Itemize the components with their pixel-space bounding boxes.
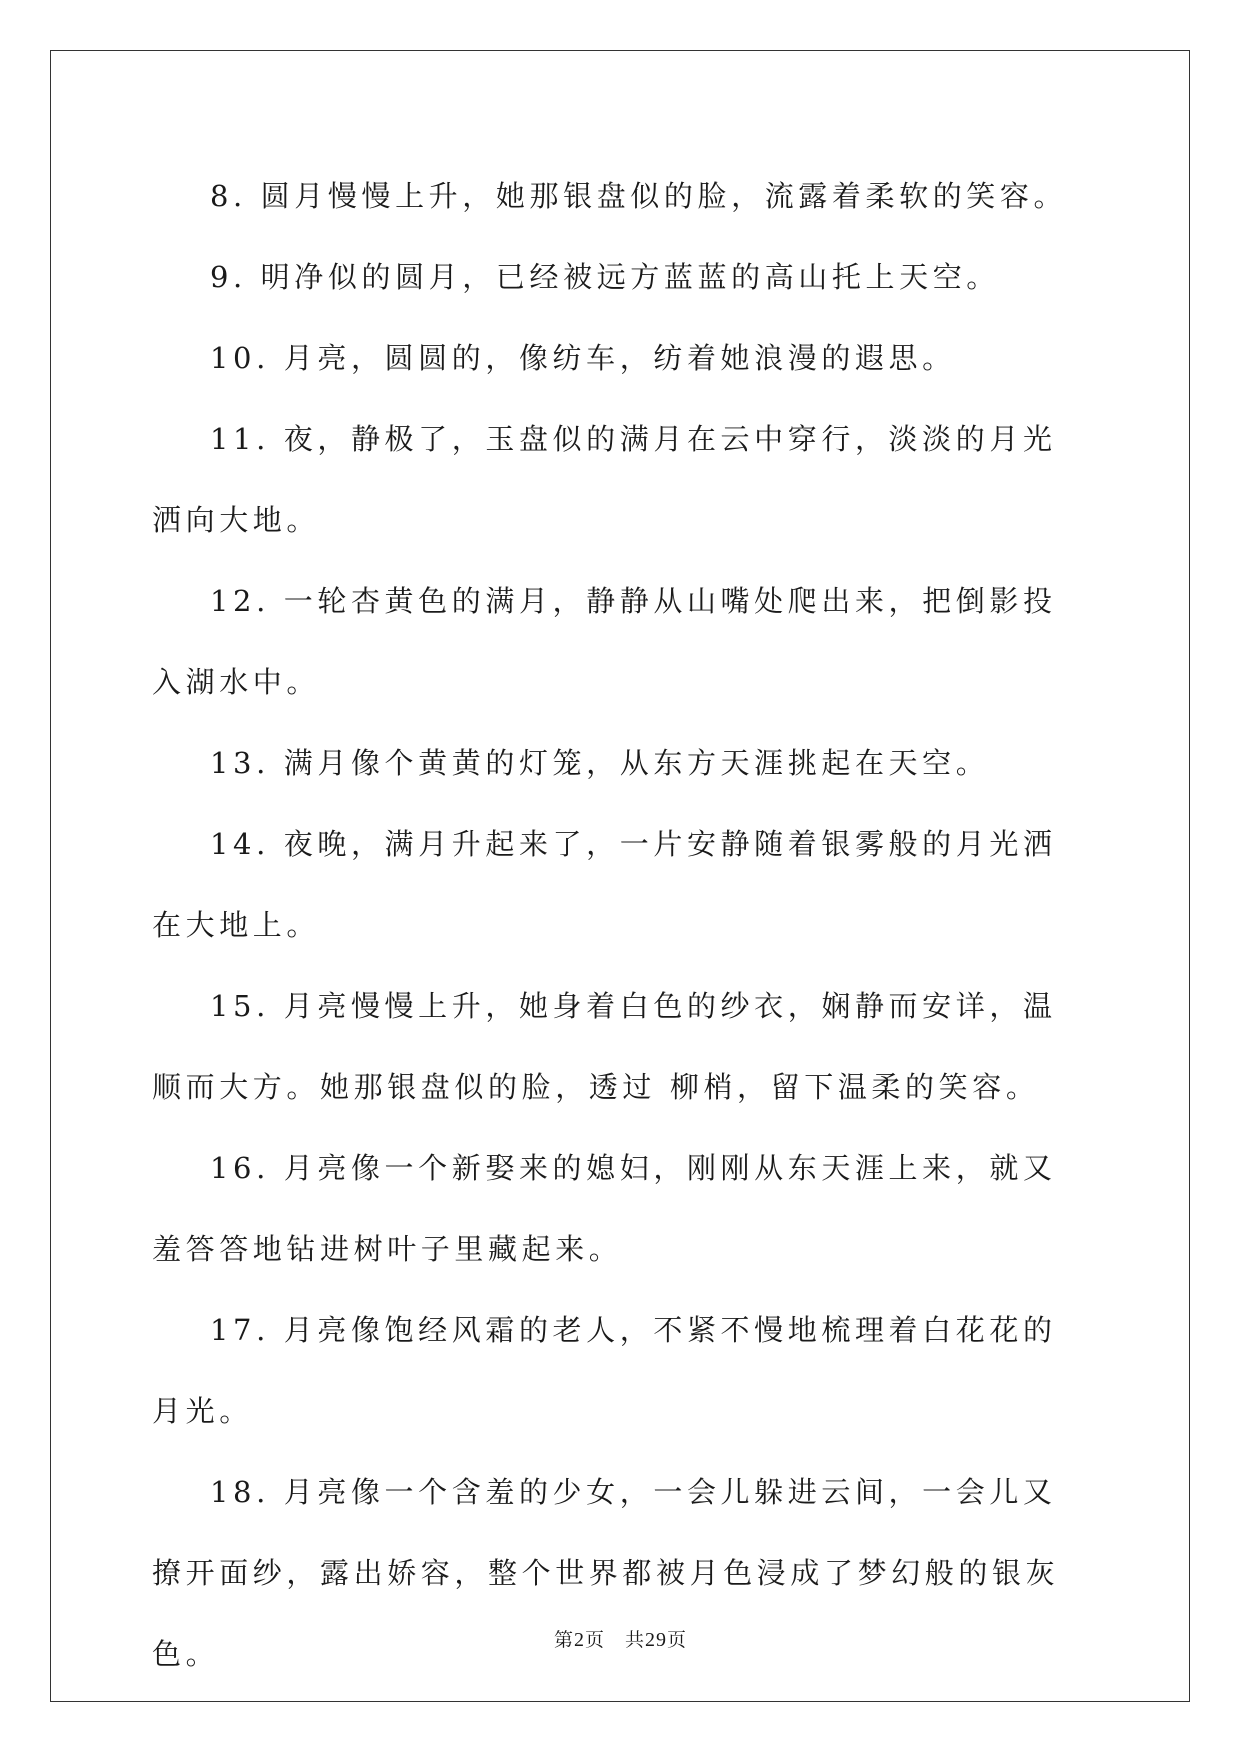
paragraph-14: 14. 夜晚，满月升起来了，一片安静随着银雾般的月光洒在大地上。 xyxy=(152,827,1057,942)
total-pages: 29 xyxy=(645,1629,668,1651)
paragraph-12: 12. 一轮杏黄色的满月，静静从山嘴处爬出来，把倒影投入湖水中。 xyxy=(152,584,1057,699)
paragraph-17: 17. 月亮像饱经风霜的老人，不紧不慢地梳理着白花花的月光。 xyxy=(152,1313,1057,1428)
total-prefix: 共 xyxy=(625,1629,646,1651)
page-number: 2 xyxy=(573,1629,585,1651)
page-suffix: 页 xyxy=(584,1629,605,1651)
paragraph-15: 15. 月亮慢慢上升，她身着白色的纱衣，娴静而安详，温顺而大方。她那银盘似的脸，透过 柳梢，留下温柔的笑容。 xyxy=(152,989,1057,1104)
paragraph-8: 8. 圆月慢慢上升，她那银盘似的脸，流露着柔软的笑容。 xyxy=(210,179,1068,213)
paragraph-10: 10. 月亮，圆圆的，像纺车，纺着她浪漫的遐思。 xyxy=(210,341,956,375)
paragraph-16: 16. 月亮像一个新娶来的媳妇，刚刚从东天涯上来，就又羞答答地钻进树叶子里藏起来。 xyxy=(152,1151,1057,1266)
paragraph-9: 9. 明净似的圆月，已经被远方蓝蓝的高山托上天空。 xyxy=(210,260,1000,294)
paragraph-13: 13. 满月像个黄黄的灯笼，从东方天涯挑起在天空。 xyxy=(210,746,990,780)
page-footer xyxy=(0,1625,1241,1652)
page-prefix: 第 xyxy=(553,1629,574,1651)
document-body xyxy=(152,156,1090,1695)
total-suffix: 页 xyxy=(667,1629,688,1651)
paragraph-11: 11. 夜，静极了，玉盘似的满月在云中穿行，淡淡的月光洒向大地。 xyxy=(152,422,1057,537)
paragraph-18: 18. 月亮像一个含羞的少女，一会儿躲进云间，一会儿又撩开面纱，露出娇容，整个世界都被月色浸成了梦幻般的银灰色。 xyxy=(152,1475,1060,1671)
